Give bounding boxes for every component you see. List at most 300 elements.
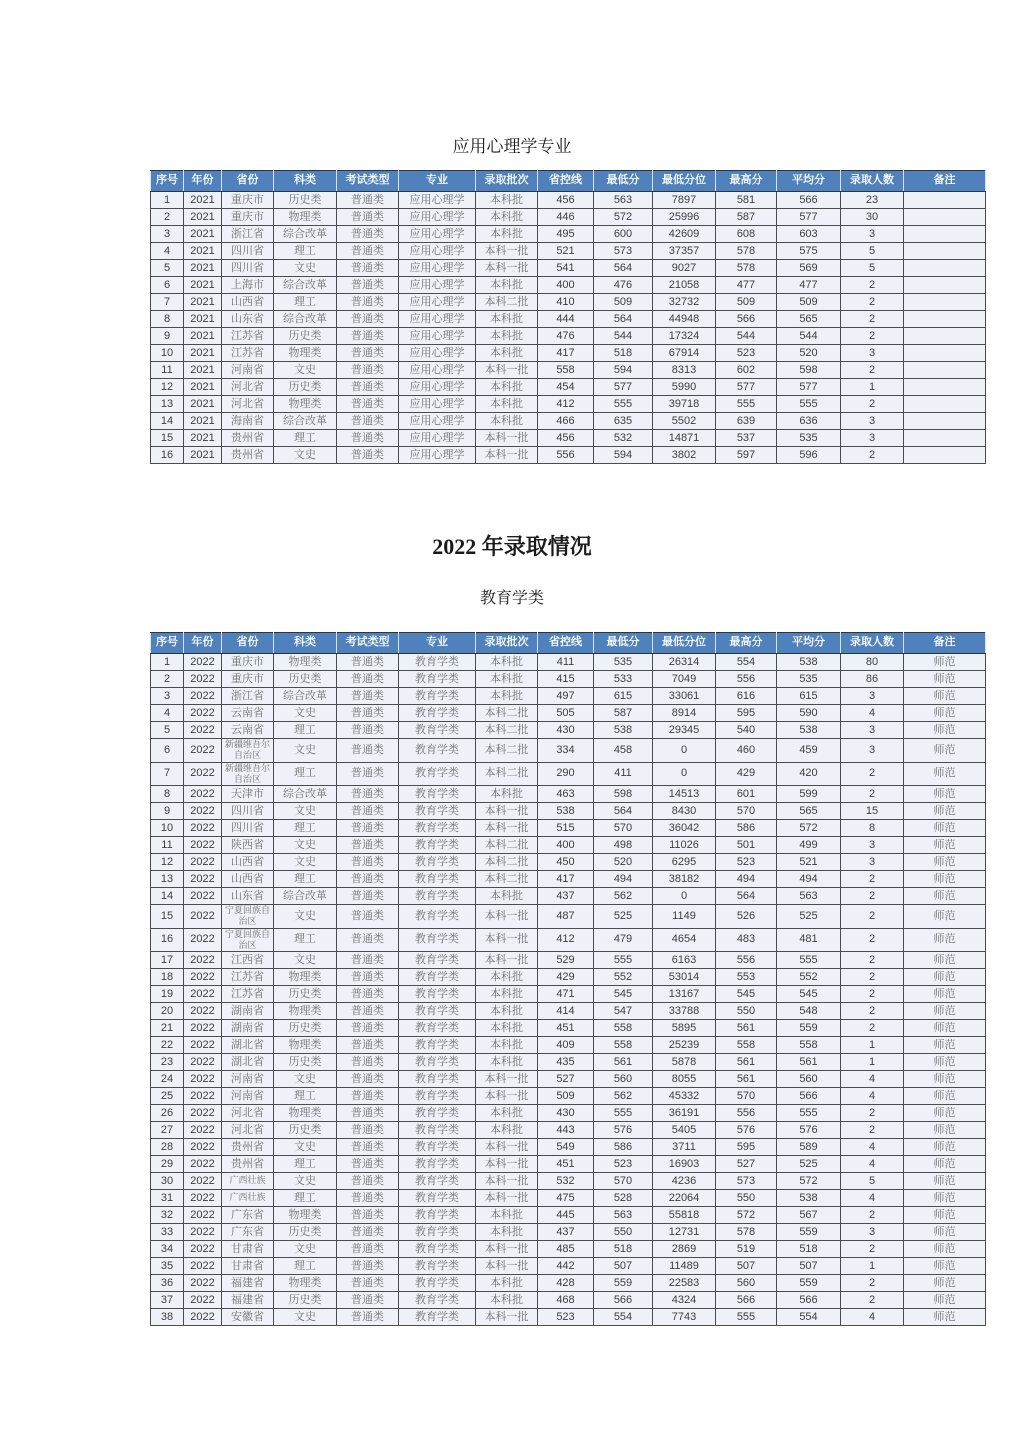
table-cell: 本科一批 xyxy=(476,1088,538,1105)
table-cell: 本科批 xyxy=(476,1224,538,1241)
table-cell: 0 xyxy=(653,739,716,763)
table-cell: 教育学类 xyxy=(399,888,476,905)
table-cell: 2021 xyxy=(184,379,222,396)
table-cell: 615 xyxy=(777,688,841,705)
table-cell: 556 xyxy=(716,952,777,969)
table-row xyxy=(151,837,986,854)
table-cell: 635 xyxy=(594,413,653,430)
column-header: 科类 xyxy=(274,633,337,654)
table-cell: 师范 xyxy=(904,722,986,739)
table-cell: 454 xyxy=(538,379,594,396)
table-cell: 普通类 xyxy=(337,739,399,763)
table-cell: 本科一批 xyxy=(476,1258,538,1275)
table-cell: 2021 xyxy=(184,430,222,447)
table-cell: 3 xyxy=(841,345,904,362)
table-cell: 师范 xyxy=(904,803,986,820)
table-cell: 639 xyxy=(716,413,777,430)
table-cell: 普通类 xyxy=(337,345,399,362)
table-cell: 普通类 xyxy=(337,671,399,688)
table-cell: 476 xyxy=(594,277,653,294)
table-cell: 594 xyxy=(594,362,653,379)
table-cell: 451 xyxy=(538,1156,594,1173)
table-cell: 本科二批 xyxy=(476,705,538,722)
table-cell: 538 xyxy=(594,722,653,739)
table-cell: 2 xyxy=(841,447,904,464)
column-header: 省控线 xyxy=(538,171,594,192)
table-row xyxy=(151,671,986,688)
table-cell: 重庆市 xyxy=(222,671,274,688)
table-cell: 文史 xyxy=(274,854,337,871)
table-row xyxy=(151,447,986,464)
table-cell: 417 xyxy=(538,345,594,362)
table-cell: 2 xyxy=(841,928,904,952)
table-cell: 16 xyxy=(151,447,184,464)
table-cell: 578 xyxy=(716,243,777,260)
table-cell: 507 xyxy=(716,1258,777,1275)
table-cell: 贵州省 xyxy=(222,430,274,447)
table-cell: 文史 xyxy=(274,952,337,969)
table-cell: 475 xyxy=(538,1190,594,1207)
table-cell: 福建省 xyxy=(222,1275,274,1292)
table-cell: 2 xyxy=(151,209,184,226)
table-cell: 25996 xyxy=(653,209,716,226)
table-cell: 450 xyxy=(538,854,594,871)
table-cell: 527 xyxy=(538,1071,594,1088)
table-cell: 538 xyxy=(777,654,841,671)
table-cell: 451 xyxy=(538,1020,594,1037)
table-cell: 综合改革 xyxy=(274,413,337,430)
table-cell: 本科一批 xyxy=(476,820,538,837)
table-cell: 本科批 xyxy=(476,277,538,294)
table-row xyxy=(151,762,986,786)
table-cell: 普通类 xyxy=(337,396,399,413)
column-header: 年份 xyxy=(184,171,222,192)
table-cell: 理工 xyxy=(274,1258,337,1275)
table-cell: 2021 xyxy=(184,192,222,209)
table-cell: 教育学类 xyxy=(399,1224,476,1241)
table-cell: 573 xyxy=(716,1173,777,1190)
table-cell: 581 xyxy=(716,192,777,209)
table-cell: 2 xyxy=(151,671,184,688)
table-cell: 湖北省 xyxy=(222,1037,274,1054)
table-cell: 本科批 xyxy=(476,413,538,430)
table-cell: 普通类 xyxy=(337,243,399,260)
table-cell: 5 xyxy=(151,722,184,739)
table-cell: 教育学类 xyxy=(399,1173,476,1190)
table-cell: 586 xyxy=(594,1139,653,1156)
table-row xyxy=(151,803,986,820)
table-cell: 35 xyxy=(151,1258,184,1275)
table-cell: 526 xyxy=(716,905,777,929)
table-cell: 4 xyxy=(151,243,184,260)
table-cell: 9027 xyxy=(653,260,716,277)
table-cell: 教育学类 xyxy=(399,1241,476,1258)
table-cell: 594 xyxy=(594,447,653,464)
table-cell: 2022 xyxy=(184,1088,222,1105)
table-row xyxy=(151,1139,986,1156)
table-cell: 师范 xyxy=(904,786,986,803)
table-cell: 师范 xyxy=(904,1020,986,1037)
table-cell: 2 xyxy=(841,1105,904,1122)
table-cell: 2022 xyxy=(184,1275,222,1292)
table-cell: 466 xyxy=(538,413,594,430)
table-cell: 6 xyxy=(151,277,184,294)
table-cell: 本科批 xyxy=(476,1207,538,1224)
column-header: 专业 xyxy=(399,633,476,654)
table-cell: 1 xyxy=(841,1258,904,1275)
table-cell: 理工 xyxy=(274,1190,337,1207)
table-cell: 师范 xyxy=(904,871,986,888)
column-header: 省份 xyxy=(222,171,274,192)
table-cell: 陕西省 xyxy=(222,837,274,854)
table-cell: 540 xyxy=(716,722,777,739)
column-header: 考试类型 xyxy=(337,633,399,654)
table-cell: 4 xyxy=(841,1309,904,1326)
table-cell: 2022 xyxy=(184,1139,222,1156)
table-cell: 37357 xyxy=(653,243,716,260)
table-cell: 3 xyxy=(841,722,904,739)
table-cell: 历史类 xyxy=(274,1122,337,1139)
table-cell: 485 xyxy=(538,1241,594,1258)
table-cell: 2 xyxy=(841,871,904,888)
table-cell xyxy=(904,447,986,464)
table-cell: 554 xyxy=(594,1309,653,1326)
column-header: 录取人数 xyxy=(841,171,904,192)
column-header: 录取批次 xyxy=(476,633,538,654)
table-row xyxy=(151,1054,986,1071)
table-cell: 江苏省 xyxy=(222,328,274,345)
table-cell: 573 xyxy=(594,243,653,260)
table-cell: 507 xyxy=(777,1258,841,1275)
table-cell: 教育学类 xyxy=(399,1275,476,1292)
table-cell: 3 xyxy=(841,854,904,871)
table-cell: 561 xyxy=(716,1071,777,1088)
table-cell: 2 xyxy=(841,328,904,345)
table-cell: 师范 xyxy=(904,1139,986,1156)
table-cell: 577 xyxy=(594,379,653,396)
table-cell: 518 xyxy=(594,345,653,362)
table-cell: 历史类 xyxy=(274,1224,337,1241)
column-header: 考试类型 xyxy=(337,171,399,192)
table-cell: 2 xyxy=(841,1275,904,1292)
table-cell: 565 xyxy=(777,311,841,328)
table-cell: 2022 xyxy=(184,654,222,671)
table-cell: 物理类 xyxy=(274,1207,337,1224)
table-row xyxy=(151,1275,986,1292)
table-cell: 21 xyxy=(151,1020,184,1037)
table-cell: 本科二批 xyxy=(476,294,538,311)
table-cell: 2022 xyxy=(184,671,222,688)
section-title-2022-admissions: 2022 年录取情况 xyxy=(432,534,592,559)
table-cell: 414 xyxy=(538,1003,594,1020)
table-cell: 江西省 xyxy=(222,952,274,969)
table-cell: 13 xyxy=(151,871,184,888)
table-cell: 2021 xyxy=(184,277,222,294)
table-cell: 400 xyxy=(538,837,594,854)
table-cell: 天津市 xyxy=(222,786,274,803)
table-cell: 文史 xyxy=(274,1139,337,1156)
table-cell: 应用心理学 xyxy=(399,226,476,243)
table-cell: 1 xyxy=(151,192,184,209)
table-cell: 442 xyxy=(538,1258,594,1275)
table-cell: 2021 xyxy=(184,243,222,260)
table-cell: 459 xyxy=(777,739,841,763)
table-cell: 2021 xyxy=(184,260,222,277)
table-cell: 564 xyxy=(594,260,653,277)
table-cell: 5878 xyxy=(653,1054,716,1071)
table-cell: 师范 xyxy=(904,1275,986,1292)
table-cell: 本科一批 xyxy=(476,1071,538,1088)
table-cell: 22 xyxy=(151,1037,184,1054)
table-cell: 45332 xyxy=(653,1088,716,1105)
table-cell: 普通类 xyxy=(337,430,399,447)
table-cell: 3 xyxy=(841,1224,904,1241)
table-cell: 普通类 xyxy=(337,1275,399,1292)
table-row xyxy=(151,243,986,260)
column-header: 序号 xyxy=(151,633,184,654)
table-row xyxy=(151,1309,986,1326)
table-row xyxy=(151,786,986,803)
table-cell: 2 xyxy=(841,277,904,294)
table-cell: 四川省 xyxy=(222,803,274,820)
table-cell: 541 xyxy=(538,260,594,277)
admissions-table-2022-education xyxy=(150,632,986,1326)
table-cell: 559 xyxy=(777,1275,841,1292)
table-cell: 463 xyxy=(538,786,594,803)
table-cell: 2 xyxy=(841,1207,904,1224)
table-cell: 河北省 xyxy=(222,1122,274,1139)
table-cell: 550 xyxy=(716,1003,777,1020)
table-row xyxy=(151,928,986,952)
table-cell: 483 xyxy=(716,928,777,952)
table-cell: 2022 xyxy=(184,786,222,803)
table-cell: 566 xyxy=(716,1292,777,1309)
table-cell: 27 xyxy=(151,1122,184,1139)
table-cell: 495 xyxy=(538,226,594,243)
table-cell: 412 xyxy=(538,396,594,413)
table-cell: 2 xyxy=(841,905,904,929)
table-cell: 547 xyxy=(594,1003,653,1020)
table-cell: 普通类 xyxy=(337,1241,399,1258)
table-cell: 7 xyxy=(151,294,184,311)
table-cell: 17 xyxy=(151,952,184,969)
table-row xyxy=(151,1224,986,1241)
table-row xyxy=(151,739,986,763)
table-cell: 教育学类 xyxy=(399,1207,476,1224)
table-cell: 教育学类 xyxy=(399,1122,476,1139)
table-cell: 教育学类 xyxy=(399,1037,476,1054)
table-cell: 16 xyxy=(151,928,184,952)
table-cell: 教育学类 xyxy=(399,928,476,952)
table-cell: 普通类 xyxy=(337,722,399,739)
table-cell: 本科一批 xyxy=(476,362,538,379)
table-cell: 599 xyxy=(777,786,841,803)
table-cell: 综合改革 xyxy=(274,311,337,328)
table-cell: 595 xyxy=(716,1139,777,1156)
table-cell: 3 xyxy=(841,226,904,243)
table-row xyxy=(151,1292,986,1309)
table-cell: 2022 xyxy=(184,688,222,705)
table-cell: 普通类 xyxy=(337,1020,399,1037)
table-cell: 458 xyxy=(594,739,653,763)
table-cell xyxy=(904,328,986,345)
table-cell: 本科批 xyxy=(476,1122,538,1139)
table-cell: 文史 xyxy=(274,1241,337,1258)
table-cell: 552 xyxy=(777,969,841,986)
table-cell: 河南省 xyxy=(222,1088,274,1105)
table-cell: 师范 xyxy=(904,1156,986,1173)
table-cell: 普通类 xyxy=(337,1309,399,1326)
table-cell: 7 xyxy=(151,762,184,786)
table-cell: 5 xyxy=(841,243,904,260)
table-cell: 8055 xyxy=(653,1071,716,1088)
table-cell: 2022 xyxy=(184,986,222,1003)
table-cell: 本科批 xyxy=(476,1292,538,1309)
table-cell: 4236 xyxy=(653,1173,716,1190)
section-title-psychology: 应用心理学专业 xyxy=(452,137,572,156)
table-cell: 普通类 xyxy=(337,328,399,345)
table-cell: 2 xyxy=(841,1241,904,1258)
table-cell: 历史类 xyxy=(274,671,337,688)
table-cell xyxy=(904,430,986,447)
table-cell: 20 xyxy=(151,1003,184,1020)
table-cell: 566 xyxy=(777,1292,841,1309)
table-cell: 理工 xyxy=(274,294,337,311)
table-cell: 42609 xyxy=(653,226,716,243)
table-row xyxy=(151,1190,986,1207)
column-header: 年份 xyxy=(184,633,222,654)
table-cell: 综合改革 xyxy=(274,888,337,905)
table-cell: 578 xyxy=(716,1224,777,1241)
table-cell: 429 xyxy=(716,762,777,786)
table-cell: 2021 xyxy=(184,345,222,362)
table-cell: 本科一批 xyxy=(476,1156,538,1173)
table-cell: 615 xyxy=(594,688,653,705)
table-cell: 广东省 xyxy=(222,1207,274,1224)
table-cell: 290 xyxy=(538,762,594,786)
table-cell: 33061 xyxy=(653,688,716,705)
table-cell: 2022 xyxy=(184,820,222,837)
table-cell: 文史 xyxy=(274,1173,337,1190)
table-cell: 教育学类 xyxy=(399,952,476,969)
table-cell: 湖南省 xyxy=(222,1003,274,1020)
table-cell: 山东省 xyxy=(222,888,274,905)
table-cell xyxy=(904,226,986,243)
table-cell: 教育学类 xyxy=(399,1088,476,1105)
table-cell: 429 xyxy=(538,969,594,986)
table-cell: 23 xyxy=(841,192,904,209)
table-cell: 2022 xyxy=(184,1037,222,1054)
table-row xyxy=(151,1173,986,1190)
table-cell: 520 xyxy=(777,345,841,362)
table-cell: 普通类 xyxy=(337,803,399,820)
table-cell: 江苏省 xyxy=(222,969,274,986)
column-header: 最高分 xyxy=(716,633,777,654)
table-cell: 应用心理学 xyxy=(399,430,476,447)
table-cell: 文史 xyxy=(274,362,337,379)
table-cell: 428 xyxy=(538,1275,594,1292)
table-cell: 历史类 xyxy=(274,328,337,345)
table-cell: 1 xyxy=(151,654,184,671)
table-cell: 8430 xyxy=(653,803,716,820)
table-cell: 566 xyxy=(777,192,841,209)
table-cell: 本科批 xyxy=(476,345,538,362)
table-cell: 8 xyxy=(841,820,904,837)
table-cell: 师范 xyxy=(904,1190,986,1207)
table-cell: 460 xyxy=(716,739,777,763)
table-cell: 415 xyxy=(538,671,594,688)
table-cell: 教育学类 xyxy=(399,820,476,837)
table-cell: 普通类 xyxy=(337,928,399,952)
table-cell: 普通类 xyxy=(337,1292,399,1309)
table-cell: 479 xyxy=(594,928,653,952)
table-cell: 教育学类 xyxy=(399,905,476,929)
table-cell: 2022 xyxy=(184,1258,222,1275)
table-cell: 应用心理学 xyxy=(399,396,476,413)
table-cell: 15 xyxy=(151,430,184,447)
table-cell: 普通类 xyxy=(337,905,399,929)
table-cell: 566 xyxy=(594,1292,653,1309)
table-cell: 教育学类 xyxy=(399,1003,476,1020)
table-cell: 2021 xyxy=(184,362,222,379)
table-cell: 1149 xyxy=(653,905,716,929)
table-cell: 36 xyxy=(151,1275,184,1292)
table-cell: 应用心理学 xyxy=(399,192,476,209)
table-cell xyxy=(904,396,986,413)
table-cell: 2021 xyxy=(184,226,222,243)
table-cell: 36042 xyxy=(653,820,716,837)
table-cell: 567 xyxy=(777,1207,841,1224)
table-cell: 师范 xyxy=(904,905,986,929)
table-cell: 564 xyxy=(716,888,777,905)
table-header-row xyxy=(151,171,986,192)
table-cell: 39718 xyxy=(653,396,716,413)
table-row xyxy=(151,986,986,1003)
table-cell: 3 xyxy=(841,413,904,430)
table-cell: 430 xyxy=(538,1105,594,1122)
table-cell: 新疆维吾尔自治区 xyxy=(222,762,274,786)
table-cell xyxy=(904,379,986,396)
table-cell: 2 xyxy=(841,986,904,1003)
table-cell: 558 xyxy=(716,1037,777,1054)
table-cell: 普通类 xyxy=(337,986,399,1003)
table-cell: 本科一批 xyxy=(476,952,538,969)
table-cell: 师范 xyxy=(904,654,986,671)
table-cell: 477 xyxy=(716,277,777,294)
column-header: 录取人数 xyxy=(841,633,904,654)
table-cell: 523 xyxy=(716,345,777,362)
table-cell: 本科批 xyxy=(476,969,538,986)
table-cell: 29 xyxy=(151,1156,184,1173)
table-cell: 物理类 xyxy=(274,1003,337,1020)
table-cell: 2022 xyxy=(184,1003,222,1020)
table-cell: 598 xyxy=(594,786,653,803)
table-cell: 23 xyxy=(151,1054,184,1071)
table-row xyxy=(151,396,986,413)
table-cell: 2 xyxy=(841,786,904,803)
table-cell: 文史 xyxy=(274,447,337,464)
table-cell: 2 xyxy=(841,888,904,905)
table-cell: 重庆市 xyxy=(222,192,274,209)
table-cell: 本科一批 xyxy=(476,430,538,447)
table-cell: 应用心理学 xyxy=(399,209,476,226)
table-cell: 文史 xyxy=(274,837,337,854)
table-cell: 497 xyxy=(538,688,594,705)
table-cell: 21058 xyxy=(653,277,716,294)
table-cell: 566 xyxy=(777,1088,841,1105)
table-cell: 535 xyxy=(594,654,653,671)
table-cell: 11 xyxy=(151,837,184,854)
